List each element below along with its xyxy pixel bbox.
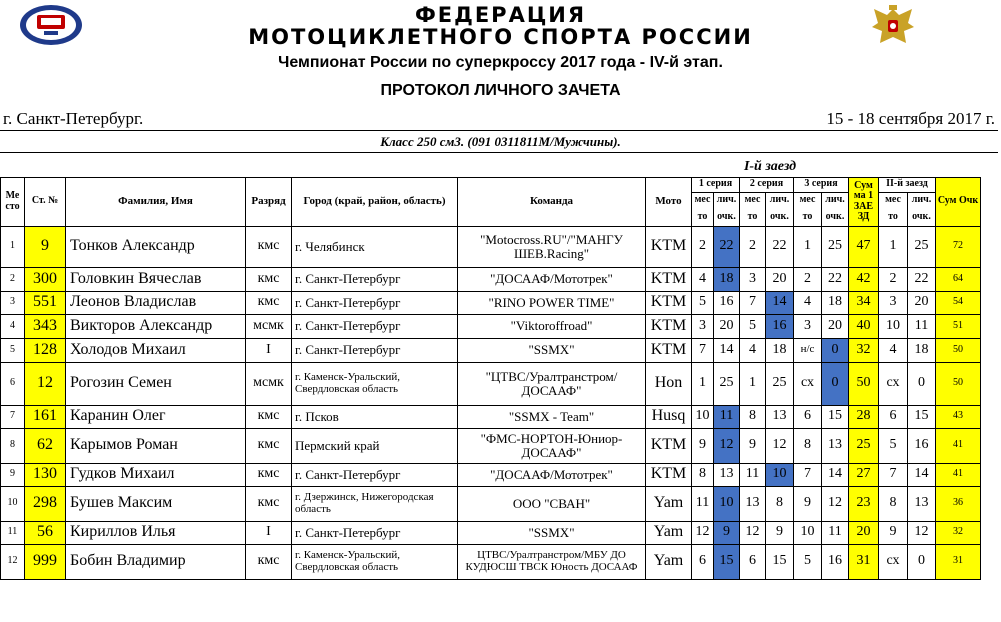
series1-place-cell: 2 — [692, 226, 714, 267]
col-number-header: Ст. № — [25, 177, 66, 226]
race2-points-cell: 14 — [908, 463, 936, 486]
moto-cell: KTM — [646, 267, 692, 291]
series1-place-cell: 4 — [692, 267, 714, 291]
series2-points-cell: 8 — [766, 486, 794, 521]
race2-points-cell: 0 — [908, 362, 936, 405]
race1-sum-cell: 25 — [849, 428, 879, 463]
start-number-cell: 56 — [25, 521, 66, 544]
race2-points-cell: 25 — [908, 226, 936, 267]
total-points-cell: 50 — [936, 338, 981, 362]
rank-cell: кмс — [246, 405, 292, 428]
total-points-cell: 31 — [936, 544, 981, 579]
total-points-cell: 32 — [936, 521, 981, 544]
series1-points-cell: 10 — [714, 486, 740, 521]
class-line: Класс 250 см3. (091 0311811М/Мужчины). — [380, 134, 621, 149]
race2-points-cell: 12 — [908, 521, 936, 544]
series3-place-cell: 4 — [794, 291, 822, 314]
series1-points-cell: 25 — [714, 362, 740, 405]
table-row — [1, 521, 981, 544]
rank-cell: кмс — [246, 428, 292, 463]
city-cell: г. Дзержинск, Нижегородская область — [292, 486, 458, 521]
event-dates: 15 - 18 сентября 2017 г. — [826, 109, 995, 128]
place-cell: 8 — [1, 428, 25, 463]
rank-cell: мсмк — [246, 362, 292, 405]
place-cell: 10 — [1, 486, 25, 521]
series2-place-cell: 2 — [740, 226, 766, 267]
place-cell: 11 — [1, 521, 25, 544]
series3-points-cell: 0 — [822, 338, 849, 362]
rider-name-cell: Бобин Владимир — [66, 544, 246, 579]
team-cell: "ДОСААФ/Мототрек" — [458, 463, 646, 486]
race2-points-cell: 0 — [908, 544, 936, 579]
rank-cell: кмс — [246, 544, 292, 579]
start-number-cell: 12 — [25, 362, 66, 405]
race1-sum-cell: 27 — [849, 463, 879, 486]
race2-header: II-й заезд — [879, 177, 936, 192]
total-points-cell: 50 — [936, 362, 981, 405]
total-points-cell: 36 — [936, 486, 981, 521]
moto-cell: KTM — [646, 291, 692, 314]
race1-sum-cell: 23 — [849, 486, 879, 521]
place-cell: 2 — [1, 267, 25, 291]
place-subheader-2: то — [740, 208, 766, 226]
race2-points-cell: 20 — [908, 291, 936, 314]
series1-points-cell: 16 — [714, 291, 740, 314]
rider-name-cell: Тонков Александр — [66, 226, 246, 267]
moto-cell: Yam — [646, 521, 692, 544]
place-subheader: мес — [740, 192, 766, 208]
series2-header: 2 серия — [740, 177, 794, 192]
table-row — [1, 267, 981, 291]
race2-points-cell: 22 — [908, 267, 936, 291]
table-row — [1, 486, 981, 521]
race2-place-cell: 2 — [879, 267, 908, 291]
city-cell: г. Санкт-Петербург — [292, 338, 458, 362]
series3-place-cell: 6 — [794, 405, 822, 428]
rider-name-cell: Головкин Вячеслав — [66, 267, 246, 291]
series3-place-cell: 7 — [794, 463, 822, 486]
series1-place-cell: 8 — [692, 463, 714, 486]
city-cell: г. Челябинск — [292, 226, 458, 267]
place-subheader-2: то — [794, 208, 822, 226]
series3-place-cell: 3 — [794, 314, 822, 338]
city-cell: г. Санкт-Петербург — [292, 291, 458, 314]
series3-points-cell: 15 — [822, 405, 849, 428]
total-points-cell: 51 — [936, 314, 981, 338]
rider-name-cell: Каранин Олег — [66, 405, 246, 428]
start-number-cell: 551 — [25, 291, 66, 314]
race2-place-cell: 4 — [879, 338, 908, 362]
moto-cell: Yam — [646, 486, 692, 521]
col-city-header: Город (край, район, область) — [292, 177, 458, 226]
race2-place-cell: 9 — [879, 521, 908, 544]
table-row — [1, 428, 981, 463]
series3-header: 3 серия — [794, 177, 849, 192]
rider-name-cell: Холодов Михаил — [66, 338, 246, 362]
moto-cell: KTM — [646, 463, 692, 486]
total-points-cell: 41 — [936, 428, 981, 463]
race1-sum-cell: 20 — [849, 521, 879, 544]
series1-place-cell: 6 — [692, 544, 714, 579]
race2-place-cell: сх — [879, 544, 908, 579]
race2-points-cell: 15 — [908, 405, 936, 428]
series1-place-cell: 1 — [692, 362, 714, 405]
moto-cell: Yam — [646, 544, 692, 579]
race1-sum-cell: 47 — [849, 226, 879, 267]
series1-points-cell: 9 — [714, 521, 740, 544]
series2-place-cell: 9 — [740, 428, 766, 463]
place-cell: 4 — [1, 314, 25, 338]
series2-place-cell: 13 — [740, 486, 766, 521]
race1-sum-cell: 50 — [849, 362, 879, 405]
start-number-cell: 128 — [25, 338, 66, 362]
series3-place-cell: 9 — [794, 486, 822, 521]
rank-cell: кмс — [246, 291, 292, 314]
divider — [0, 130, 998, 131]
series1-points-cell: 22 — [714, 226, 740, 267]
moto-cell: Husq — [646, 405, 692, 428]
event-city: г. Санкт-Петербург. — [3, 109, 144, 128]
city-cell: г. Санкт-Петербург — [292, 463, 458, 486]
race1-sum-cell: 34 — [849, 291, 879, 314]
series1-points-cell: 15 — [714, 544, 740, 579]
series3-points-cell: 18 — [822, 291, 849, 314]
start-number-cell: 161 — [25, 405, 66, 428]
start-number-cell: 298 — [25, 486, 66, 521]
series3-points-cell: 13 — [822, 428, 849, 463]
series3-points-cell: 20 — [822, 314, 849, 338]
place-subheader-2: то — [879, 208, 908, 226]
start-number-cell: 300 — [25, 267, 66, 291]
race2-place-cell: 7 — [879, 463, 908, 486]
team-cell: ЦТВС/Уралтранстром/МБУ ДО КУДЮСШ ТВСК Юность ДОСААФ — [458, 544, 646, 579]
championship-title: Чемпионат России по суперкроссу 2017 года - IV-й этап. — [278, 54, 723, 71]
race2-place-cell: сх — [879, 362, 908, 405]
series2-points-cell: 18 — [766, 338, 794, 362]
divider — [0, 152, 998, 153]
race2-points-cell: 16 — [908, 428, 936, 463]
race2-place-cell: 3 — [879, 291, 908, 314]
rider-name-cell: Викторов Александр — [66, 314, 246, 338]
series3-points-cell: 0 — [822, 362, 849, 405]
rank-cell: мсмк — [246, 314, 292, 338]
place-cell: 6 — [1, 362, 25, 405]
total-points-cell: 72 — [936, 226, 981, 267]
race2-points-cell: 13 — [908, 486, 936, 521]
points-subheader-2: очк. — [714, 208, 740, 226]
series2-place-cell: 3 — [740, 267, 766, 291]
results-table — [0, 158, 981, 580]
rider-name-cell: Леонов Владислав — [66, 291, 246, 314]
series2-points-cell: 14 — [766, 291, 794, 314]
rider-name-cell: Кириллов Илья — [66, 521, 246, 544]
race2-points-cell: 18 — [908, 338, 936, 362]
points-subheader: лич. — [822, 192, 849, 208]
total-points-cell: 64 — [936, 267, 981, 291]
moto-cell: KTM — [646, 338, 692, 362]
city-cell: г. Санкт-Петербург — [292, 267, 458, 291]
rider-name-cell: Рогозин Семен — [66, 362, 246, 405]
series3-place-cell: 10 — [794, 521, 822, 544]
series2-place-cell: 4 — [740, 338, 766, 362]
table-row — [1, 544, 981, 579]
table-row — [1, 226, 981, 267]
rider-name-cell: Гудков Михаил — [66, 463, 246, 486]
rank-cell: кмс — [246, 463, 292, 486]
series1-place-cell: 11 — [692, 486, 714, 521]
series2-place-cell: 11 — [740, 463, 766, 486]
series2-place-cell: 5 — [740, 314, 766, 338]
place-subheader: мес — [879, 192, 908, 208]
team-cell: "Motocross.RU"/"МАНГУ ШЕВ.Racing" — [458, 226, 646, 267]
moto-cell: KTM — [646, 226, 692, 267]
series2-points-cell: 9 — [766, 521, 794, 544]
rank-cell: кмс — [246, 226, 292, 267]
series1-header: 1 серия — [692, 177, 740, 192]
series2-points-cell: 15 — [766, 544, 794, 579]
points-subheader-2: очк. — [822, 208, 849, 226]
table-row — [1, 405, 981, 428]
race2-place-cell: 1 — [879, 226, 908, 267]
race1-sum-cell: 40 — [849, 314, 879, 338]
series1-points-cell: 12 — [714, 428, 740, 463]
place-subheader-2: то — [692, 208, 714, 226]
team-cell: "SSMX" — [458, 521, 646, 544]
place-cell: 9 — [1, 463, 25, 486]
race2-place-cell: 6 — [879, 405, 908, 428]
table-row — [1, 291, 981, 314]
series3-place-cell: 2 — [794, 267, 822, 291]
series3-place-cell: сх — [794, 362, 822, 405]
series1-place-cell: 7 — [692, 338, 714, 362]
series3-points-cell: 22 — [822, 267, 849, 291]
series1-place-cell: 10 — [692, 405, 714, 428]
start-number-cell: 62 — [25, 428, 66, 463]
col-moto-header: Мото — [646, 177, 692, 226]
series1-points-cell: 11 — [714, 405, 740, 428]
series2-points-cell: 20 — [766, 267, 794, 291]
series2-points-cell: 12 — [766, 428, 794, 463]
rank-cell: I — [246, 338, 292, 362]
start-number-cell: 130 — [25, 463, 66, 486]
series2-points-cell: 10 — [766, 463, 794, 486]
city-cell: г. Каменск-Уральский, Свердловская область — [292, 362, 458, 405]
rank-cell: I — [246, 521, 292, 544]
federation-title-line1: ФЕДЕРАЦИЯ — [414, 3, 587, 27]
moto-cell: KTM — [646, 314, 692, 338]
series3-place-cell: 5 — [794, 544, 822, 579]
series3-points-cell: 12 — [822, 486, 849, 521]
series2-place-cell: 1 — [740, 362, 766, 405]
rider-name-cell: Карымов Роман — [66, 428, 246, 463]
series1-points-cell: 13 — [714, 463, 740, 486]
protocol-title: ПРОТОКОЛ ЛИЧНОГО ЗАЧЕТА — [380, 82, 621, 99]
series3-points-cell: 11 — [822, 521, 849, 544]
total-header: Сум Очк — [936, 177, 981, 226]
rank-cell: кмс — [246, 267, 292, 291]
team-cell: "ЦТВС/Уралтранстром/ ДОСААФ" — [458, 362, 646, 405]
team-cell: "SSMX - Team" — [458, 405, 646, 428]
table-row — [1, 338, 981, 362]
race1-group-header: I-й заезд — [743, 158, 797, 174]
series2-points-cell: 22 — [766, 226, 794, 267]
points-subheader: лич. — [714, 192, 740, 208]
series1-points-cell: 20 — [714, 314, 740, 338]
rank-cell: кмс — [246, 486, 292, 521]
total-points-cell: 43 — [936, 405, 981, 428]
series3-points-cell: 14 — [822, 463, 849, 486]
city-cell: г. Псков — [292, 405, 458, 428]
series1-points-cell: 14 — [714, 338, 740, 362]
series2-points-cell: 25 — [766, 362, 794, 405]
place-cell: 3 — [1, 291, 25, 314]
city-cell: г. Санкт-Петербург — [292, 521, 458, 544]
series1-place-cell: 9 — [692, 428, 714, 463]
city-cell: г. Санкт-Петербург — [292, 314, 458, 338]
race1-sum-cell: 32 — [849, 338, 879, 362]
series2-points-cell: 13 — [766, 405, 794, 428]
moto-cell: Hon — [646, 362, 692, 405]
series1-place-cell: 5 — [692, 291, 714, 314]
series3-points-cell: 25 — [822, 226, 849, 267]
federation-title-line2: МОТОЦИКЛЕТНОГО СПОРТА РОССИИ — [248, 25, 753, 49]
team-cell: ООО "СВАН" — [458, 486, 646, 521]
place-subheader: мес — [692, 192, 714, 208]
race2-points-cell: 11 — [908, 314, 936, 338]
series3-points-cell: 16 — [822, 544, 849, 579]
table-row — [1, 314, 981, 338]
place-cell: 5 — [1, 338, 25, 362]
series2-place-cell: 12 — [740, 521, 766, 544]
team-cell: "Viktoroffroad" — [458, 314, 646, 338]
race1-sum-cell: 31 — [849, 544, 879, 579]
series2-place-cell: 6 — [740, 544, 766, 579]
place-cell: 1 — [1, 226, 25, 267]
series2-place-cell: 7 — [740, 291, 766, 314]
series2-points-cell: 16 — [766, 314, 794, 338]
team-cell: "ДОСААФ/Мототрек" — [458, 267, 646, 291]
start-number-cell: 343 — [25, 314, 66, 338]
series1-points-cell: 18 — [714, 267, 740, 291]
col-team-header: Команда — [458, 177, 646, 226]
col-rank-header: Разряд — [246, 177, 292, 226]
table-row — [1, 463, 981, 486]
points-subheader: лич. — [766, 192, 794, 208]
team-cell: "RINO POWER TIME" — [458, 291, 646, 314]
series1-place-cell: 3 — [692, 314, 714, 338]
team-cell: "ФМС-НОРТОН-Юниор- ДОСААФ" — [458, 428, 646, 463]
city-cell: Пермский край — [292, 428, 458, 463]
sum1-header: Сум ма 1 ЗАЕ ЗД — [849, 177, 879, 226]
series3-place-cell: н/с — [794, 338, 822, 362]
series3-place-cell: 8 — [794, 428, 822, 463]
start-number-cell: 9 — [25, 226, 66, 267]
points-subheader-2: очк. — [766, 208, 794, 226]
series2-place-cell: 8 — [740, 405, 766, 428]
points-subheader-2: очк. — [908, 208, 936, 226]
race1-sum-cell: 28 — [849, 405, 879, 428]
city-cell: г. Каменск-Уральский, Свердловская область — [292, 544, 458, 579]
col-name-header: Фамилия, Имя — [66, 177, 246, 226]
race2-place-cell: 10 — [879, 314, 908, 338]
total-points-cell: 41 — [936, 463, 981, 486]
table-row — [1, 362, 981, 405]
race2-place-cell: 5 — [879, 428, 908, 463]
series1-place-cell: 12 — [692, 521, 714, 544]
rider-name-cell: Бушев Максим — [66, 486, 246, 521]
place-cell: 7 — [1, 405, 25, 428]
start-number-cell: 999 — [25, 544, 66, 579]
place-subheader: мес — [794, 192, 822, 208]
moto-cell: KTM — [646, 428, 692, 463]
race2-place-cell: 8 — [879, 486, 908, 521]
col-place-header: Ме сто — [1, 177, 25, 226]
team-cell: "SSMX" — [458, 338, 646, 362]
series3-place-cell: 1 — [794, 226, 822, 267]
race1-sum-cell: 42 — [849, 267, 879, 291]
total-points-cell: 54 — [936, 291, 981, 314]
points-subheader: лич. — [908, 192, 936, 208]
place-cell: 12 — [1, 544, 25, 579]
